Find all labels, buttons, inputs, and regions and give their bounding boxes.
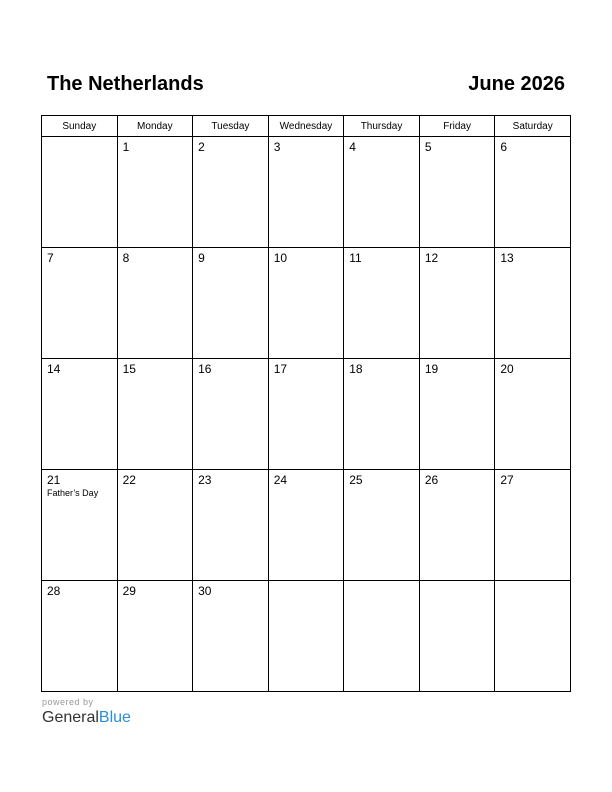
day-cell (419, 359, 495, 470)
day-number: 1 (122, 140, 130, 154)
day-cell (344, 581, 420, 692)
day-cell (117, 470, 193, 581)
day-number: 3 (273, 140, 281, 154)
day-cell (42, 359, 118, 470)
week-row (42, 581, 571, 692)
week-row (42, 248, 571, 359)
weekday-header-tuesday: Tuesday (193, 116, 269, 137)
day-number: 5 (424, 140, 432, 154)
day-number: 13 (500, 251, 514, 265)
day-number: 2 (198, 140, 205, 154)
day-cell (193, 359, 269, 470)
day-number: 18 (349, 362, 363, 376)
day-number: 24 (273, 473, 288, 487)
day-number: 15 (122, 362, 136, 376)
day-number: 4 (349, 140, 356, 154)
day-number: 23 (198, 473, 212, 487)
day-cell (268, 248, 344, 359)
brand-name-part1: General (42, 709, 99, 726)
day-cell (419, 581, 495, 692)
day-number: 14 (47, 362, 61, 376)
day-cell (193, 137, 269, 248)
month-year-title: June 2026 (468, 73, 565, 95)
day-cell (42, 248, 118, 359)
day-number: 16 (198, 362, 212, 376)
day-cell (268, 359, 344, 470)
day-cell (419, 137, 495, 248)
weekday-header-friday: Friday (419, 116, 495, 137)
day-cell (193, 248, 269, 359)
country-title: The Netherlands (47, 73, 204, 95)
weekday-header-sunday: Sunday (42, 116, 118, 137)
day-number: 7 (47, 251, 54, 265)
day-cell (42, 470, 118, 581)
day-cell (268, 137, 344, 248)
day-number: 30 (198, 584, 212, 598)
day-cell (193, 581, 269, 692)
day-number: 17 (273, 362, 288, 376)
holiday-label: Father’s Day (47, 488, 99, 498)
day-cell (495, 581, 571, 692)
day-number: 10 (273, 251, 288, 265)
day-cell (268, 581, 344, 692)
calendar-body (42, 137, 571, 692)
day-number: 25 (349, 473, 363, 487)
weekday-header-wednesday: Wednesday (268, 116, 344, 137)
day-number: 9 (198, 251, 205, 265)
day-cell (193, 470, 269, 581)
week-row (42, 137, 571, 248)
weekday-header-saturday: Saturday (495, 116, 571, 137)
day-cell (495, 248, 571, 359)
day-number: 20 (500, 362, 514, 376)
day-number: 28 (47, 584, 61, 598)
powered-by-label: powered by (42, 697, 94, 707)
day-cell (42, 137, 118, 248)
day-number: 22 (122, 473, 136, 487)
day-number: 8 (122, 251, 130, 265)
day-cell (495, 359, 571, 470)
week-row (42, 359, 571, 470)
day-cell (495, 137, 571, 248)
day-cell (117, 248, 193, 359)
brand-logo (42, 708, 131, 728)
day-cell (117, 581, 193, 692)
day-number: 21 (47, 473, 61, 487)
day-cell (117, 137, 193, 248)
day-cell (344, 137, 420, 248)
day-cell (419, 470, 495, 581)
day-number: 19 (424, 362, 439, 376)
day-number: 12 (424, 251, 439, 265)
weekday-header-monday: Monday (117, 116, 193, 137)
weekday-header-thursday: Thursday (344, 116, 420, 137)
day-cell (495, 470, 571, 581)
day-cell (344, 248, 420, 359)
weekday-header-row (42, 116, 571, 137)
day-cell (419, 248, 495, 359)
day-number: 29 (122, 584, 136, 598)
day-number: 6 (500, 140, 508, 154)
week-row (42, 470, 571, 581)
day-number: 11 (349, 251, 362, 265)
day-cell (117, 359, 193, 470)
footer-branding (42, 697, 131, 728)
day-number: 26 (424, 473, 439, 487)
brand-name-part2: Blue (98, 709, 131, 726)
day-cell (344, 359, 420, 470)
day-number: 27 (500, 473, 514, 487)
calendar-grid (41, 115, 571, 692)
day-cell (344, 470, 420, 581)
day-cell (268, 470, 344, 581)
day-cell (42, 581, 118, 692)
